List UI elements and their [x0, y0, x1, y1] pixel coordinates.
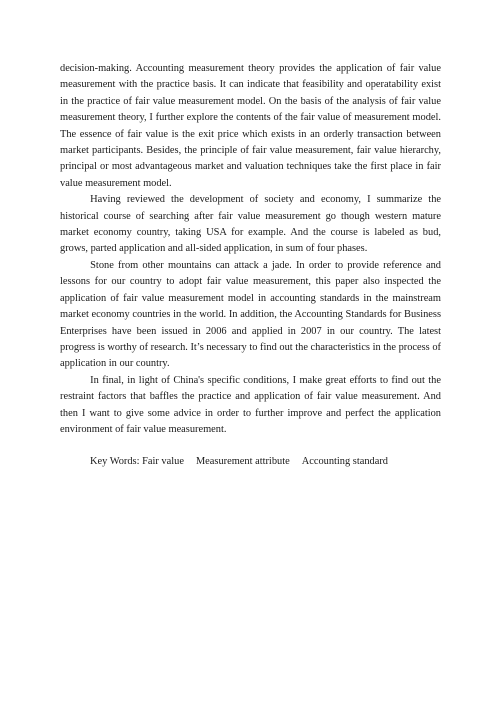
keyword-item: Accounting standard — [301, 456, 388, 468]
keyword-item: Measurement attribute — [195, 456, 290, 468]
keywords-label: Key Words: — [90, 456, 140, 468]
paragraph-reference: Stone from other mountains can attack a jade. In order to provide reference and lessons for our country to adopt fair value measurement, this paper also inspected the application of fair value measurement model in accounting standards in the mainstream market economy countries in the world. In addition, the Accounting Standards for Business Enterprises have been issued in 2006 and applied in 2007 in our country. The latest progress is worthy of research. It’s necessary to find out the characteristics in the process of application in our country. — [60, 259, 441, 370]
paragraph-continuation: decision-making. Accounting measurement theory provides the application of fair value measurement with the practice basis. It can indicate that feasibility and operatability exist in the practice of fair value measurement model. On the basis of the analysis of fair value measurement theory, I further explore the contents of the fair value of measurement model. The essence of fair value is the exit price which exists in an orderly transaction between market participants. Besides, the principle of fair value measurement, fair value hierarchy, principal or most advantageous market and valuation techniques take the first place in fair value measurement model. — [60, 63, 441, 189]
keywords-line — [60, 454, 441, 470]
keyword-item: Fair value — [142, 456, 184, 468]
document-page — [60, 61, 441, 471]
paragraph-conclusion: In final, in light of China's specific conditions, I make great efforts to find out the restraint factors that baffles the practice and application of fair value measurement. And then I want to give some advice in order to further improve and perfect the application environment of fair value measurement. — [60, 374, 441, 435]
paragraph-history: Having reviewed the development of society and economy, I summarize the historical course of searching after fair value measurement go though western mature market economy country, taking USA for example. And the course is labeled as bud, grows, parted application and all-sided application, in sum of four phases. — [60, 194, 441, 255]
